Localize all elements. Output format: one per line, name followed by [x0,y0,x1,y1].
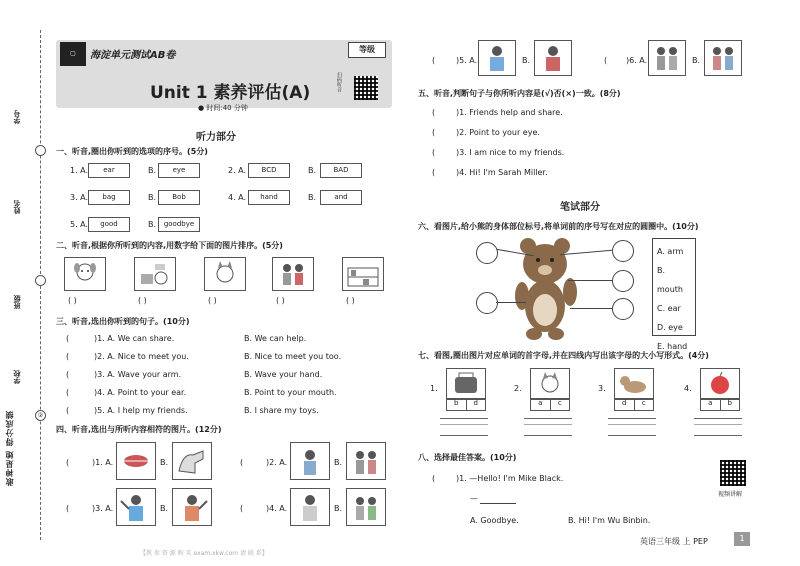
q1-item2-b[interactable]: BAD [320,163,362,178]
brand-name: 海淀单元测试AB卷 [90,50,176,61]
q6-word-box [652,238,696,351]
q1-item5-num: 5. A. [70,220,89,229]
q5-row1[interactable]: )1. Friends help and share. [456,108,563,117]
q4-item1-picture-a[interactable] [116,442,156,480]
q3-title: 三、听音,选出你听到的句子。(10分) [56,317,190,326]
q7-item3-letters [614,398,654,411]
q5-title: 五、听音,判断句子与你所听内容是(√)否(×)一致。(8分) [418,89,621,98]
q5-row2[interactable]: )2. Point to your eye. [456,128,540,137]
q7-letter[interactable]: d [622,399,627,407]
q7-title: 七、看图,圈出图片对应单词的首字母,并在四线内写出该字母的大小写形式。(4分) [418,351,709,360]
q7-item2-letters [530,398,570,411]
binding-hole [35,145,46,156]
binding-spine [0,0,52,566]
q4-open: ( [66,504,70,513]
q3-open: ( [66,406,70,415]
q1-item1-num: 1. A. [70,166,89,175]
q1-item1-a[interactable]: ear [88,163,130,178]
q3-row2-b[interactable]: B. Nice to meet you too. [244,352,342,361]
q2-picture-cat [204,257,246,291]
q4-open: ( [240,504,244,513]
q4-item2-picture-b[interactable] [346,442,386,480]
q7-item1-picture-bag [446,368,486,400]
spine-label-class: 班级 [13,295,21,309]
q3-row1-b[interactable]: B. We can help. [244,334,307,343]
q3-open: ( [66,370,70,379]
qr-label: 扫码听音 [336,72,342,92]
q4-open: ( [432,56,436,65]
page-number: 1 [734,532,750,546]
q7-letter[interactable]: d [466,399,486,410]
q4-title: 四、听音,选出与所听内容相符的图片。(12分) [56,425,222,434]
q7-writing-lines[interactable] [524,418,572,436]
q8-row1: )1. —Hello! I'm Mike Black. [456,474,564,483]
q4-item3-picture-a[interactable] [116,488,156,526]
q4-item1-num: )1. A. [92,458,114,467]
q7-item3-picture-dog [614,368,654,400]
q3-open: ( [66,334,70,343]
q7-letter[interactable]: a [538,399,543,407]
q8-option-b[interactable]: B. Hi! I'm Wu Binbin. [568,516,651,525]
q6-word: C. ear [657,304,681,313]
q1-item3-a[interactable]: bag [88,190,130,205]
q4-item3-num: )3. A. [92,504,114,513]
q7-item2-num: 2. [514,384,522,393]
q2-blank[interactable]: ( ) [346,296,355,305]
q4-item4-picture-b[interactable] [346,488,386,526]
qr-code [354,76,378,100]
q2-blank[interactable]: ( ) [208,296,217,305]
q4-item5-b: B. [522,56,531,65]
q7-item2-picture-cat [530,368,570,400]
q8-title: 八、选择最佳答案。(10分) [418,453,517,462]
q4-item6-picture-a[interactable] [648,40,686,76]
q2-blank[interactable]: ( ) [276,296,285,305]
q4-item3-b: B. [160,504,169,513]
q8-open: ( [432,474,436,483]
q1-item3-b-label: B. [148,193,157,202]
q1-item2-a[interactable]: BCD [248,163,290,178]
writing-section-title: 笔试部分 [560,202,600,213]
binding-hole: ② [35,410,46,421]
q6-leader-line [568,280,612,281]
q5-row3[interactable]: )3. I am nice to my friends. [456,148,565,157]
q1-item3-num: 3. A. [70,193,89,202]
q7-item3-num: 3. [598,384,606,393]
spine-slogan: 敢神是她 得分成绩 [5,410,14,486]
footer-book-info: 英语三年级 上 PEP [640,537,708,546]
q6-word: D. eye [657,323,683,332]
q3-row4-a[interactable]: )4. A. Point to your ear. [94,388,187,397]
listening-section-title: 听力部分 [196,132,236,143]
q4-item2-num: )2. A. [266,458,288,467]
spine-label-id: 学号 [13,110,21,124]
q4-item5-picture-b[interactable] [534,40,572,76]
video-qr-caption: 视频讲解 [718,491,743,498]
grade-box: 等级 [348,42,386,58]
q6-answer-circle[interactable] [612,240,634,262]
q6-answer-circle[interactable] [476,292,498,314]
q5-open: ( [432,128,436,137]
spine-label-school: 学校 [13,370,21,384]
q1-item5-a[interactable]: good [88,217,130,232]
q1-title: 一、听音,圈出你听到的选项的序号。(5分) [56,147,208,156]
q1-item2-num: 2. A. [228,166,247,175]
q4-item2-picture-a[interactable] [290,442,330,480]
q3-open: ( [66,388,70,397]
q4-item5-num: )5. A. [456,56,478,65]
q3-open: ( [66,352,70,361]
q6-word: A. arm [657,247,684,256]
binding-hole [35,275,46,286]
q7-item4-letters [700,398,740,411]
q5-open: ( [432,108,436,117]
q8-option-a[interactable]: A. Goodbye. [470,516,519,525]
q1-item5-b[interactable]: goodbye [158,217,200,232]
q1-item2-b-label: B. [308,166,317,175]
q7-letter[interactable]: c [634,399,654,410]
q7-letter[interactable]: b [454,399,459,407]
q7-writing-lines[interactable] [694,418,742,436]
q4-item5-picture-a[interactable] [478,40,516,76]
q7-writing-lines[interactable] [440,418,488,436]
q1-item4-b[interactable]: and [320,190,362,205]
q4-item4-num: )4. A. [266,504,288,513]
q1-item4-a[interactable]: hand [248,190,290,205]
q1-item4-num: 4. A. [228,193,247,202]
q1-item1-b[interactable]: eye [158,163,200,178]
q1-item4-b-label: B. [308,193,317,202]
q2-picture-shelf [342,257,384,291]
q4-item3-picture-b[interactable] [172,488,212,526]
q4-item1-b: B. [160,458,169,467]
q6-title: 六、看图片,给小熊的身体部位标号,将单词前的序号写在对应的圆圈中。(10分) [418,222,699,231]
q2-picture-toys [134,257,176,291]
q7-item4-num: 4. [684,384,692,393]
q3-row5-a[interactable]: )5. A. I help my friends. [94,406,188,415]
q4-open: ( [66,458,70,467]
bear-illustration [510,234,590,344]
q6-leader-line [496,302,526,303]
q1-item3-b[interactable]: Bob [158,190,200,205]
q4-item2-b: B. [334,458,343,467]
q3-row2-a[interactable]: )2. A. Nice to meet you. [94,352,189,361]
q1-item1-b-label: B. [148,166,157,175]
q4-item6-b: B. [692,56,701,65]
q7-writing-lines[interactable] [608,418,656,436]
q3-row3-b[interactable]: B. Wave your hand. [244,370,323,379]
q7-item1-num: 1. [430,384,438,393]
video-qr-code [720,460,746,486]
q3-row3-a[interactable]: )3. A. Wave your arm. [94,370,182,379]
q6-leader-line [570,308,612,309]
q2-title: 二、听音,根据你所听到的内容,用数字给下面的图片排序。(5分) [56,241,283,250]
q7-letter[interactable]: b [720,399,740,410]
q4-item6-picture-b[interactable] [704,40,742,76]
page-title: Unit 1 素养评估(A) [150,83,311,103]
q4-open: ( [604,56,608,65]
q2-picture-kids [272,257,314,291]
q2-picture-dog [64,257,106,291]
q6-word: E. hand [657,342,688,351]
q5-open: ( [432,148,436,157]
q4-item4-picture-a[interactable] [290,488,330,526]
q1-item5-b-label: B. [148,220,157,229]
q6-answer-circle[interactable] [612,298,634,320]
q3-row5-b[interactable]: B. I share my toys. [244,406,319,415]
q2-blank[interactable]: ( ) [138,296,147,305]
q4-open: ( [240,458,244,467]
q6-answer-circle[interactable] [476,242,498,264]
spine-label-name: 姓名 [13,200,21,214]
q7-item4-picture-apple [700,368,740,400]
q7-letter[interactable]: c [550,399,570,410]
q7-item1-letters [446,398,486,411]
q8-blank-line [480,503,516,504]
q3-row1-a[interactable]: )1. A. We can share. [94,334,175,343]
q8-dash: — [470,494,478,503]
q4-item6-num: )6. A. [626,56,648,65]
time-label: ● 时间:40 分钟 [198,104,248,112]
q5-row4[interactable]: )4. Hi! I'm Sarah Miller. [456,168,548,177]
q2-blank[interactable]: ( ) [68,296,77,305]
time-text: 时间:40 分钟 [206,104,248,112]
q7-letter[interactable]: a [708,399,713,407]
q5-open: ( [432,168,436,177]
q6-word: B. mouth [657,266,683,294]
q3-row4-b[interactable]: B. Point to your mouth. [244,388,337,397]
brand-logo: ▢ [60,42,86,66]
q6-answer-circle[interactable] [612,270,634,292]
q4-item4-b: B. [334,504,343,513]
q4-item1-picture-b[interactable] [172,442,212,480]
footer-note: 【教 参 资 源 购 买 exam.xkw.com 请 联 系】 [140,550,268,557]
